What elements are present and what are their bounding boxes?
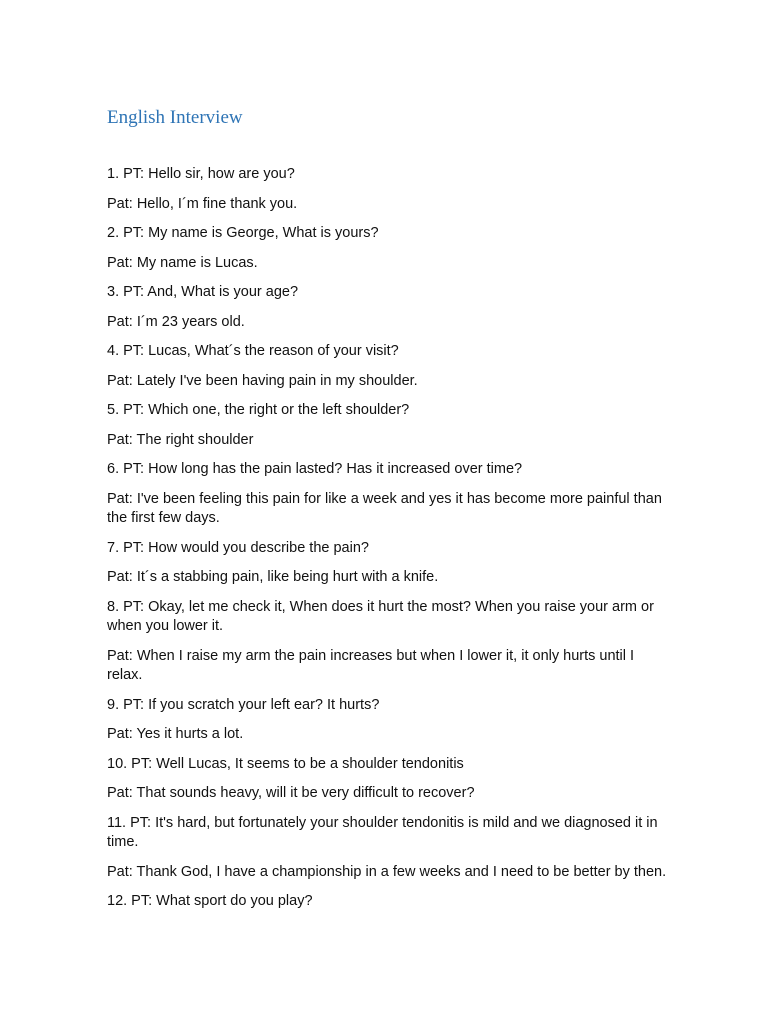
transcript-line: 9. PT: If you scratch your left ear? It hurts? — [107, 696, 380, 713]
transcript-line: 1. PT: Hello sir, how are you? — [107, 166, 295, 182]
document-title: English Interview — [107, 107, 243, 128]
transcript-line: Pat: Lately I've been having pain in my shoulder. — [107, 372, 418, 389]
transcript-line: 7. PT: How would you describe the pain? — [107, 539, 369, 556]
transcript-line: 6. PT: How long has the pain lasted? Has it increased over time? — [107, 461, 523, 477]
transcript-line: 12. PT: What sport do you play? — [107, 893, 313, 909]
transcript-line: Pat: The right shoulder — [107, 431, 254, 448]
transcript-line: 4. PT: Lucas, What´s the reason of your visit? — [107, 343, 399, 359]
interview-transcript — [107, 165, 667, 922]
transcript-line: Pat: My name is Lucas. — [107, 254, 258, 271]
transcript-line: Pat: I've been feeling this pain for like a week and yes it has become more painful than the first few days. — [107, 490, 662, 526]
transcript-line: Pat: Thank God, I have a championship in a few weeks and I need to be better by then. — [107, 863, 667, 880]
transcript-line: Pat: Hello, I´m fine thank you. — [107, 195, 298, 212]
transcript-line: Pat: It´s a stabbing pain, like being hurt with a knife. — [107, 569, 439, 585]
transcript-line: Pat: I´m 23 years old. — [107, 313, 245, 330]
transcript-line: 5. PT: Which one, the right or the left shoulder? — [107, 402, 410, 418]
transcript-line: Pat: That sounds heavy, will it be very difficult to recover? — [107, 785, 475, 801]
transcript-line: 3. PT: And, What is your age? — [107, 284, 299, 300]
transcript-line: 11. PT: It's hard, but fortunately your shoulder tendonitis is mild and we diagnosed it in time. — [107, 814, 658, 850]
transcript-line: Pat: Yes it hurts a lot. — [107, 726, 244, 742]
transcript-line: 10. PT: Well Lucas, It seems to be a shoulder tendonitis — [107, 755, 464, 772]
transcript-line: 8. PT: Okay, let me check it, When does it hurt the most? When you raise your arm or when you lower it. — [107, 598, 654, 634]
transcript-line: Pat: When I raise my arm the pain increases but when I lower it, it only hurts until I relax. — [107, 647, 635, 683]
transcript-line: 2. PT: My name is George, What is yours? — [107, 225, 379, 241]
